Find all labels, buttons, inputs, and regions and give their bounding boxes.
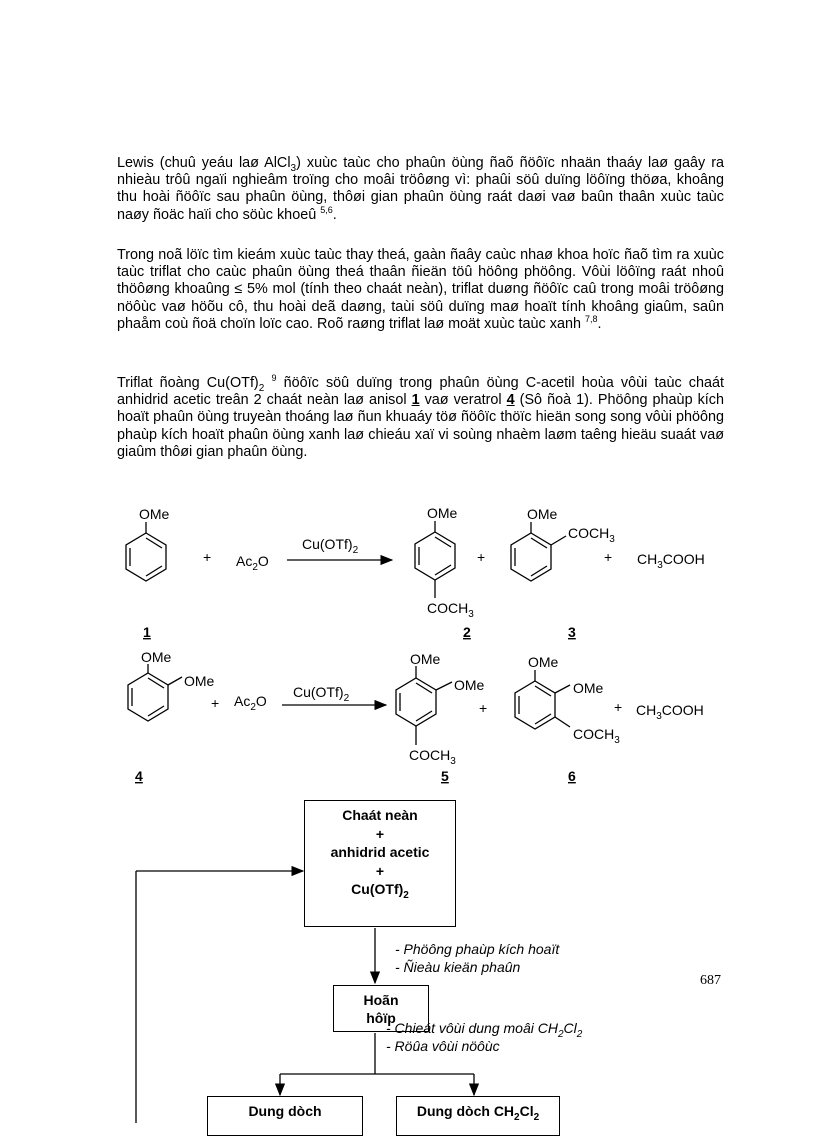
flow-note: - Ñieàu kieän phaûn	[395, 959, 521, 975]
plus-sign: +	[479, 700, 488, 716]
ome-label: OMe	[139, 506, 170, 522]
flow-box-solution	[207, 1096, 363, 1136]
acetic-acid-label: $CH_3COOH$	[636, 702, 704, 722]
ome-label: OMe	[427, 505, 458, 521]
compound-label-5: 5	[441, 768, 449, 784]
product-3-ring	[511, 522, 566, 581]
acetic-acid-label: $CH_3COOH$	[637, 551, 705, 571]
text: Lewis (chuû yeáu laø AlCl	[117, 155, 291, 171]
text: vaø veratrol	[419, 392, 507, 409]
ome-label: OMe	[141, 649, 172, 665]
reagent-ac2o: $Ac_2O$	[236, 553, 269, 573]
flow-text: Dung dòch $CH_2Cl_2$	[416, 1103, 540, 1123]
plus-sign: +	[211, 695, 220, 711]
text: (Sô ñoà 1). Phöông phaùp kích hoaït phaûn öùng truyeàn thoáng laø ñun khuaáy töø ñöôïc thöïc hieän song song vôùi phöông phaùp kích hoaït phaûn öùng xanh laø chieáu xaï vi soùng nhaèm laøm taêng hieäu suaát vaø giaûm thôøi gian phaûn öùng.	[117, 392, 724, 460]
flow-text: +	[375, 862, 385, 879]
flow-text: hôïp	[366, 1010, 396, 1026]
reference: 5,6	[320, 204, 333, 215]
plus-sign: +	[477, 549, 486, 565]
coch3-label: $COCH_3$	[427, 600, 474, 620]
catalyst-label: $Cu(OTf)_2$	[302, 536, 359, 556]
text: .	[597, 315, 602, 332]
text: Triflat ñoàng Cu(OTf)	[117, 375, 259, 391]
flow-note: - Phöông phaùp kích hoaït	[395, 941, 560, 957]
subscript: 3	[290, 162, 297, 174]
ome-label: OMe	[527, 506, 558, 522]
coch3-label: $COCH_3$	[573, 726, 620, 746]
ome-label: OMe	[454, 677, 485, 693]
plus-sign: +	[614, 699, 623, 715]
text: Trong noã löïc tìm kieám xuùc taùc thay theá, gaàn ñaây caùc nhaø khoa hoïc ñaõ tìm ra xuùc taùc triflat cho caùc phaûn öùng theá thaân ñieän töû höông phöông. Vôùi löôïng raát nhoû thöôøng khoaûng ≤ 5% mol (tính theo chaát neàn), triflat duøng ñöôïc caû trong moâi tröôøng nöôùc vaø höõu cô, thu hoài deã daøng, taùi söû duïng maø hoaït tính khoâng giaûm, saûn phaåm coù ñoä choïn loïc cao. Roõ raøng triflat laø moät xuùc taùc xanh	[117, 247, 724, 332]
coch3-label: $COCH_3$	[409, 747, 456, 767]
flow-text: anhidrid acetic	[330, 844, 430, 860]
compound-ref-1: 1	[411, 392, 420, 409]
flow-notes-activation	[395, 940, 565, 976]
compound-ref-4: 4	[506, 392, 515, 409]
ome-label: OMe	[528, 654, 559, 670]
text: .	[332, 206, 337, 223]
coch3-label: $COCH_3$	[568, 525, 615, 545]
flow-notes-workup	[386, 1019, 636, 1055]
ome-label: OMe	[573, 680, 604, 696]
compound-label-2: 2	[463, 624, 471, 640]
flow-note: - Röûa vôùi nöôùc	[386, 1038, 500, 1054]
reference: 9	[271, 373, 277, 384]
compound-label-1: 1	[143, 624, 151, 640]
compound-label-4: 4	[135, 768, 143, 784]
flow-text: Chaát neàn	[342, 807, 418, 823]
anisole-ring	[126, 522, 166, 581]
flow-text: $Cu(OTf)_2$	[351, 881, 409, 901]
product-2-ring	[415, 521, 455, 598]
plus-sign: +	[604, 549, 613, 565]
text: ) xuùc taùc cho phaûn öùng ñaõ ñöôïc nhaän thaáy laø gaây ra nhieàu trôû ngaïi nghieâm troïng cho moâi tröôøng vì: phaûi söû duïng löôïng thöøa, khoâng thu hoài ñöôïc sau phaûn öùng, thôøi gian phaûn öùng raát daøi vaø baûn thaân xuùc taùc naøy ñoäc haïi cho söùc khoeû	[117, 155, 724, 223]
reagent-ac2o: $Ac_2O$	[234, 693, 267, 713]
flow-text: Hoãn	[363, 992, 399, 1008]
flow-text: +	[375, 825, 385, 842]
flow-note: - Chieát vôùi dung moâi $CH_2Cl_2$	[386, 1020, 583, 1040]
reference: 7,8	[584, 314, 598, 325]
flow-box-reactants	[304, 800, 456, 927]
plus-sign: +	[203, 549, 212, 565]
compound-label-3: 3	[568, 624, 576, 640]
product-5-ring	[396, 666, 452, 745]
subscript: 2	[258, 382, 265, 394]
product-6-ring	[515, 670, 570, 729]
text: ñöôïc söû duïng trong phaûn öùng C-acetil hoùa vôùi taùc chaát anhidrid acetic treân 2 chaát neàn laø anisol	[117, 375, 724, 409]
ome-label: OMe	[410, 651, 441, 667]
flow-text: Dung dòch	[248, 1103, 322, 1119]
veratrole-ring	[128, 664, 182, 721]
catalyst-label: $Cu(OTf)_2$	[293, 684, 350, 704]
page-number: 687	[700, 973, 721, 988]
ome-label: OMe	[184, 673, 215, 689]
compound-label-6: 6	[568, 768, 576, 784]
flow-box-ch2cl2-solution	[396, 1096, 560, 1136]
